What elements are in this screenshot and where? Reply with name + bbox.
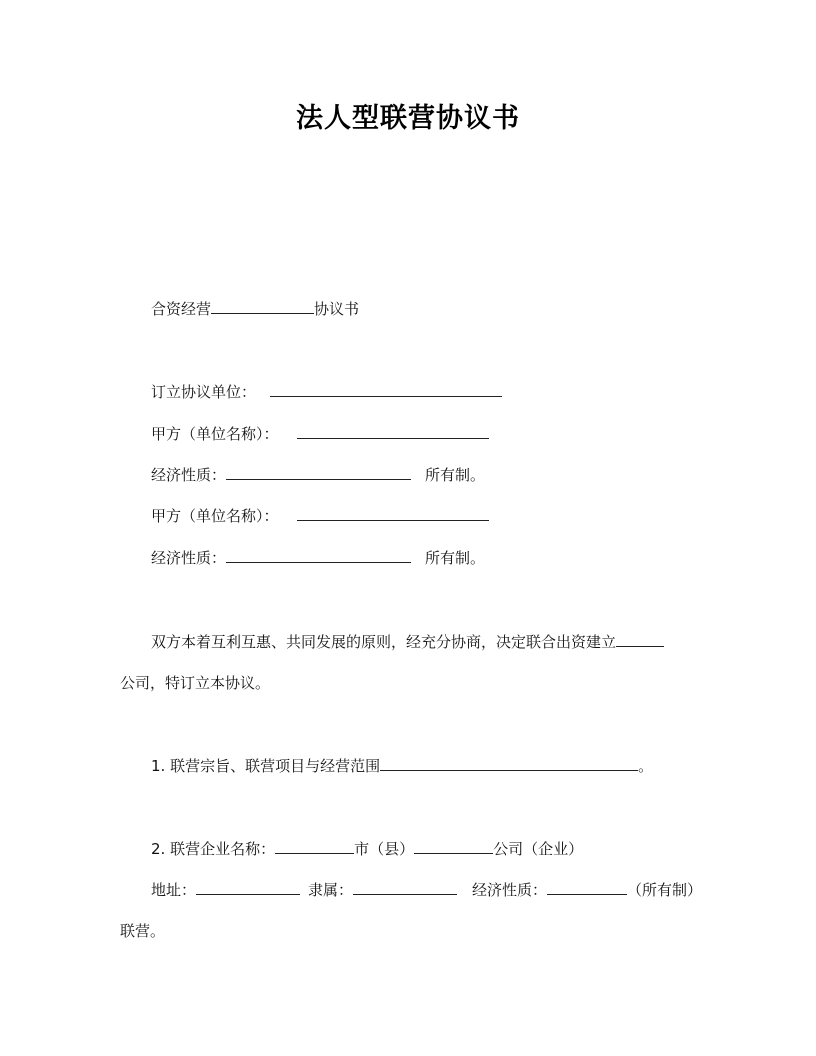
nature-label-2: 经济性质： <box>151 549 227 567</box>
signing-unit-line <box>151 381 502 402</box>
nature-line-2 <box>151 547 485 568</box>
clause-2-line <box>151 838 583 859</box>
nature-blank-1 <box>226 464 411 480</box>
ownership-suffix-1: 所有制。 <box>425 466 486 484</box>
nature-label-1: 经济性质： <box>151 466 227 484</box>
party-b-blank <box>297 505 489 521</box>
heading-prefix: 合资经营 <box>151 300 212 318</box>
intro-text-2: 公司，特订立本协议。 <box>120 674 271 692</box>
nature-blank-2 <box>226 547 411 563</box>
affiliation-blank <box>353 879 457 895</box>
heading-suffix: 协议书 <box>314 300 360 318</box>
party-b-label: 甲方（单位名称）： <box>151 507 279 525</box>
clause-2-city: 市（县） <box>354 840 415 858</box>
nature-line-1 <box>151 464 485 485</box>
clause-1-line <box>151 755 653 776</box>
clause-2-nature-label: 经济性质： <box>472 881 548 899</box>
party-a-line <box>151 423 489 444</box>
clause-2-name-blank <box>275 838 354 854</box>
clause-2-final-line <box>120 921 165 941</box>
clause-1-end: 。 <box>638 757 654 775</box>
signing-unit-label: 订立协议单位： <box>151 383 257 401</box>
clause-2-ownership: （所有制） <box>627 881 703 899</box>
clause-2-city-blank <box>414 838 493 854</box>
clause-2-company: 公司（企业） <box>493 840 584 858</box>
intro-text-1: 双方本着互利互惠、共同发展的原则，经充分协商，决定联合出资建立 <box>151 633 617 651</box>
affiliation-label: 隶属： <box>308 881 354 899</box>
clause-2-prefix: 2. 联营企业名称： <box>151 840 276 858</box>
address-label: 地址： <box>151 881 197 899</box>
clause-1-text: 1. 联营宗旨、联营项目与经营范围 <box>151 757 381 775</box>
intro-blank <box>616 631 664 647</box>
clause-2-final: 联营。 <box>120 922 166 940</box>
document-title: 法人型联营协议书 <box>296 103 520 134</box>
clause-2-nature-blank <box>547 879 627 895</box>
clause-2-address-line <box>151 879 702 900</box>
address-blank <box>196 879 300 895</box>
party-b-line <box>151 505 489 526</box>
intro-line-2 <box>120 673 270 693</box>
heading-blank <box>211 298 314 314</box>
party-a-label: 甲方（单位名称）： <box>151 425 279 443</box>
signing-unit-blank <box>270 381 502 397</box>
heading-line <box>151 298 359 319</box>
party-a-blank <box>297 423 489 439</box>
clause-1-blank <box>380 755 638 771</box>
intro-line-1 <box>151 631 664 652</box>
ownership-suffix-2: 所有制。 <box>425 549 486 567</box>
